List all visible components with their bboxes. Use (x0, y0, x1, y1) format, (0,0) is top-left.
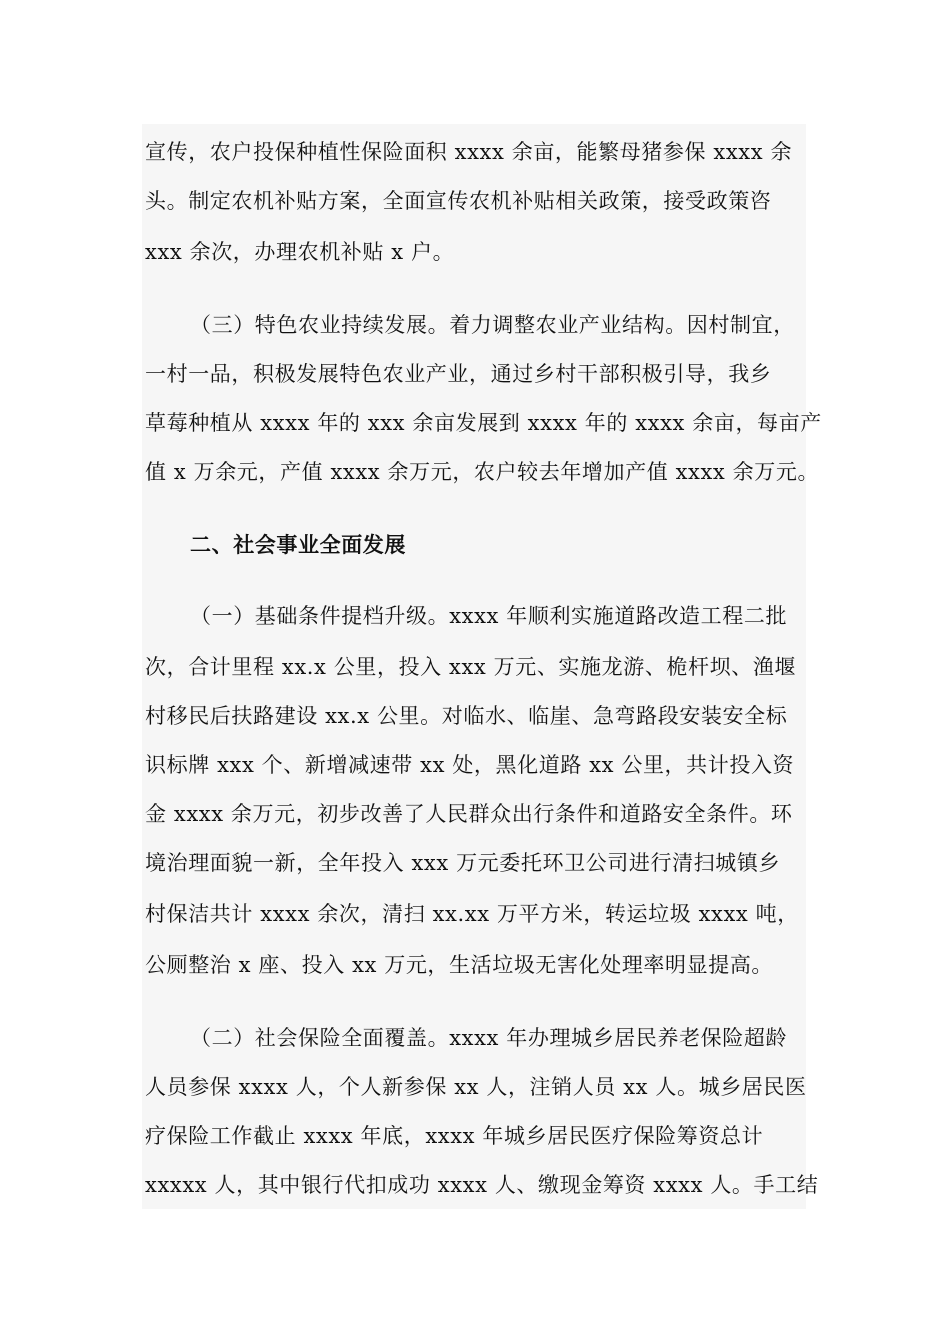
section-heading: 二、社会事业全面发展 (190, 532, 406, 557)
text-line: 村保洁共计 xxxx 余次，清扫 xx.xx 万平方米，转运垃圾 xxxx 吨， (145, 902, 799, 926)
text-line: 人员参保 xxxx 人，个人新参保 xx 人，注销人员 xx 人。城乡居民医 (145, 1075, 807, 1099)
text-line: 值 x 万余元，产值 xxxx 余万元，农户较去年增加产值 xxxx 余万元。 (145, 460, 820, 484)
text-line: 一村一品，积极发展特色农业产业，通过乡村干部积极引导，我乡 (145, 362, 772, 386)
text-line: xxxxx 人，其中银行代扣成功 xxxx 人、缴现金筹资 xxxx 人。手工结 (145, 1173, 819, 1197)
text-line: 草莓种植从 xxxx 年的 xxx 余亩发展到 xxxx 年的 xxxx 余亩，每亩产 (145, 411, 822, 435)
text-line: 金 xxxx 余万元，初步改善了人民群众出行条件和道路安全条件。环 (145, 802, 793, 826)
text-line: 宣传，农户投保种植性保险面积 xxxx 余亩，能繁母猪参保 xxxx 余 (145, 140, 793, 164)
text-line: 次，合计里程 xx.x 公里，投入 xxx 万元、实施龙游、桅杆坝、渔堰 (145, 655, 797, 679)
text-line: 识标牌 xxx 个、新增减速带 xx 处，黑化道路 xx 公里，共计投入资 (145, 753, 795, 777)
text-line: 疗保险工作截止 xxxx 年底，xxxx 年城乡居民医疗保险筹资总计 (145, 1124, 764, 1148)
paragraph-first-line: （二）社会保险全面覆盖。xxxx 年办理城乡居民养老保险超龄 (190, 1026, 788, 1050)
text-line: 境治理面貌一新，全年投入 xxx 万元委托环卫公司进行清扫城镇乡 (145, 851, 781, 875)
text-line: xxx 余次，办理农机补贴 x 户。 (145, 240, 455, 264)
text-line: 头。制定农机补贴方案，全面宣传农机补贴相关政策，接受政策咨 (145, 189, 772, 213)
text-line: 村移民后扶路建设 xx.x 公里。对临水、临崖、急弯路段安装安全标 (145, 704, 788, 728)
paragraph-first-line: （一）基础条件提档升级。xxxx 年顺利实施道路改造工程二批 (190, 604, 788, 628)
text-line: 公厕整治 x 座、投入 xx 万元，生活垃圾无害化处理率明显提高。 (145, 953, 774, 977)
paragraph-first-line: （三）特色农业持续发展。着力调整农业产业结构。因村制宜， (190, 313, 795, 337)
